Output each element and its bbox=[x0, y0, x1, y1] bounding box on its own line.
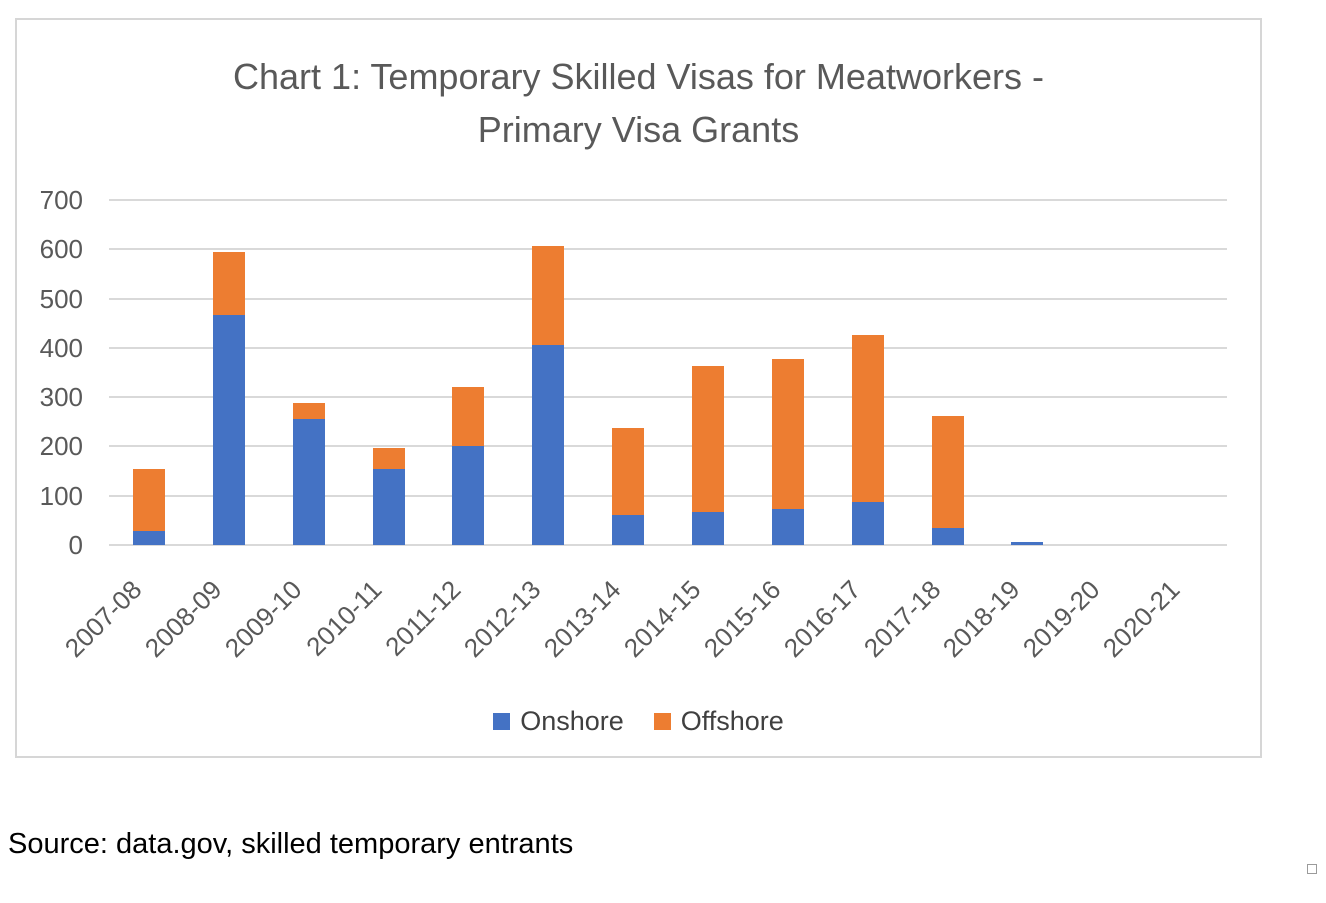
y-tick-label-100: 100 bbox=[39, 480, 83, 511]
legend-swatch-offshore-icon bbox=[654, 713, 671, 730]
bar-segment-offshore-2013-14 bbox=[612, 428, 644, 516]
y-tick-label-400: 400 bbox=[39, 332, 83, 363]
y-tick-label-600: 600 bbox=[39, 234, 83, 265]
bar-segment-offshore-2010-11 bbox=[373, 448, 405, 469]
bar-segment-onshore-2007-08 bbox=[133, 531, 165, 545]
bar-segment-onshore-2012-13 bbox=[532, 345, 564, 545]
bar-segment-offshore-2008-09 bbox=[213, 252, 245, 315]
x-tick-label-2016-17: 2016-17 bbox=[777, 574, 867, 663]
x-tick-label-2012-13: 2012-13 bbox=[458, 574, 547, 663]
bar-segment-offshore-2016-17 bbox=[852, 335, 884, 503]
y-tick-label-200: 200 bbox=[39, 431, 83, 462]
bar-segment-onshore-2016-17 bbox=[852, 502, 884, 545]
y-axis bbox=[17, 185, 83, 560]
bar-segment-offshore-2009-10 bbox=[293, 403, 325, 419]
x-tick-label-2017-18: 2017-18 bbox=[857, 574, 947, 663]
legend-swatch-onshore-icon bbox=[493, 713, 510, 730]
y-tick-label-500: 500 bbox=[39, 283, 83, 314]
x-tick-label-2013-14: 2013-14 bbox=[537, 574, 627, 663]
bar-segment-offshore-2017-18 bbox=[932, 416, 964, 527]
legend-item-onshore bbox=[493, 708, 624, 735]
y-tick-label-0: 0 bbox=[68, 530, 83, 560]
x-tick-label-2010-11: 2010-11 bbox=[299, 574, 388, 662]
legend-item-offshore bbox=[654, 708, 784, 735]
gridline-y-100 bbox=[109, 495, 1227, 497]
bar-segment-offshore-2015-16 bbox=[772, 359, 804, 509]
bar-segment-onshore-2018-19 bbox=[1011, 542, 1043, 545]
bar-segment-onshore-2014-15 bbox=[692, 512, 724, 545]
chart-legend bbox=[17, 708, 1260, 735]
bar-segment-offshore-2007-08 bbox=[133, 469, 165, 532]
x-tick-label-2009-10: 2009-10 bbox=[218, 574, 308, 663]
gridline-y-200 bbox=[109, 445, 1227, 447]
legend-label-onshore: Onshore bbox=[520, 706, 624, 736]
bar-segment-onshore-2008-09 bbox=[213, 315, 245, 545]
gridline-y-700 bbox=[109, 199, 1227, 201]
x-tick-label-2020-21: 2020-21 bbox=[1096, 574, 1186, 663]
gridline-y-500 bbox=[109, 298, 1227, 300]
plot-area bbox=[109, 200, 1227, 545]
legend-label-offshore: Offshore bbox=[680, 706, 784, 736]
bar-segment-onshore-2017-18 bbox=[932, 528, 964, 545]
x-tick-label-2011-12: 2011-12 bbox=[379, 574, 467, 662]
chart-title bbox=[17, 50, 1260, 156]
bar-segment-offshore-2014-15 bbox=[692, 366, 724, 513]
gridline-y-400 bbox=[109, 347, 1227, 349]
bar-segment-onshore-2015-16 bbox=[772, 509, 804, 545]
bar-segment-onshore-2011-12 bbox=[452, 446, 484, 545]
bar-segment-offshore-2011-12 bbox=[452, 387, 484, 447]
gridline-y-0 bbox=[109, 544, 1227, 546]
bar-segment-onshore-2010-11 bbox=[373, 469, 405, 545]
x-tick-label-2015-16: 2015-16 bbox=[697, 574, 787, 663]
x-tick-label-2014-15: 2014-15 bbox=[617, 574, 707, 663]
x-tick-label-2018-19: 2018-19 bbox=[937, 574, 1026, 663]
gridline-y-300 bbox=[109, 396, 1227, 398]
bar-segment-offshore-2012-13 bbox=[532, 246, 564, 345]
y-tick-label-300: 300 bbox=[39, 382, 83, 413]
x-tick-label-2008-09: 2008-09 bbox=[138, 574, 228, 663]
bar-segment-onshore-2009-10 bbox=[293, 419, 325, 545]
chart-title-line-2: Primary Visa Grants bbox=[477, 109, 800, 150]
chart-title-line-1: Chart 1: Temporary Skilled Visas for Meatworkers - bbox=[233, 56, 1044, 97]
bar-segment-onshore-2013-14 bbox=[612, 515, 644, 545]
x-tick-label-2019-20: 2019-20 bbox=[1017, 574, 1106, 663]
gridline-y-600 bbox=[109, 248, 1227, 250]
chart-frame bbox=[15, 18, 1262, 758]
resize-handle-box[interactable] bbox=[1307, 864, 1317, 874]
source-caption: Source: data.gov, skilled temporary entrants bbox=[8, 828, 574, 860]
x-tick-label-2007-08: 2007-08 bbox=[58, 574, 148, 663]
y-tick-label-700: 700 bbox=[39, 185, 83, 215]
